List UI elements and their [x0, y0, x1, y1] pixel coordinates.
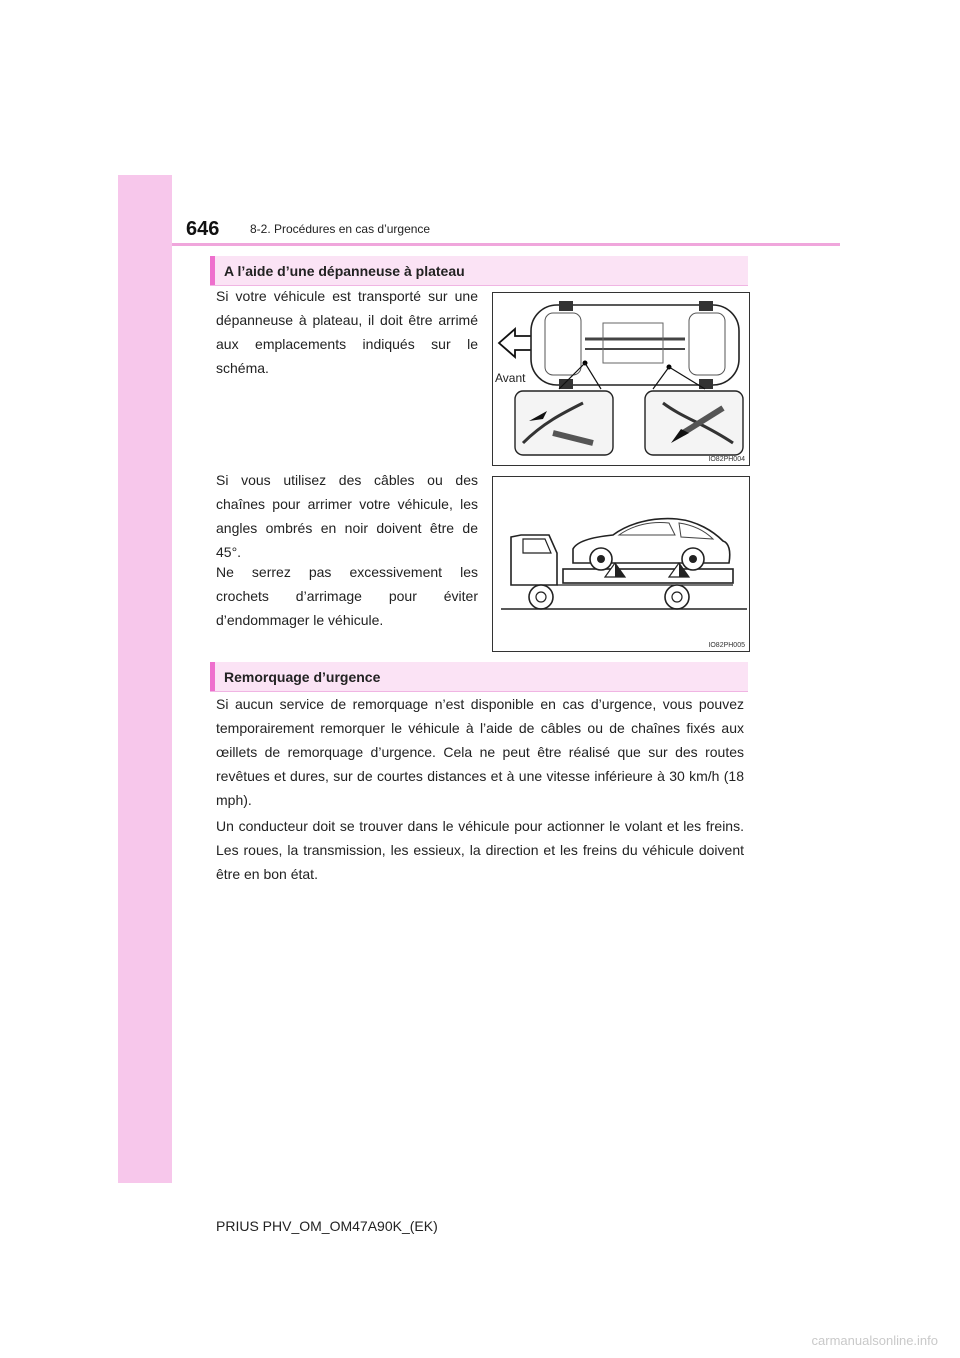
flatbed — [563, 569, 733, 583]
paragraph-flatbed-intro: Si votre véhicule est transporté sur une dépanneuse à plateau, il doit être arrimé aux emplacements indiqués sur le schéma. — [216, 288, 478, 376]
section-title-emergency-towing: Remorquage d’urgence — [224, 669, 381, 685]
paragraph-emergency-towing: Si aucun service de remorquage n’est disponible en cas d’urgence, vous pouvez temporairement remorquer le véhicule à l’aide de câbles ou de chaînes fixés aux œillets de remorquage d’urgence. Cela ne peut être réalisé que sur des routes revêtues et dures, sur de courtes distances et à une vitesse inférieure à 30 km/h (18 mph). — [216, 696, 744, 808]
car-underbody-outline — [531, 305, 739, 385]
section-header-emergency-towing — [210, 662, 748, 692]
paragraph-driver-requirement: Un conducteur doit se trouver dans le véhicule pour actionner le volant et les freins. Les roues, la transmission, les essieux, la direction et les freins du véhicule doivent être en bon état. — [216, 818, 744, 882]
paragraph-hook-warning: Ne serrez pas excessivement les crochets d’arrimage pour éviter d’endommager le véhicule. — [216, 564, 478, 628]
figure-code: IO82PH004 — [708, 456, 745, 463]
figure-tie-down-points — [492, 292, 750, 466]
chapter-side-band — [118, 175, 172, 1183]
page-number: 646 — [186, 218, 220, 240]
figure-code: IO82PH005 — [708, 642, 745, 649]
section-header-flatbed — [210, 256, 748, 286]
figure-car-on-flatbed — [492, 476, 750, 652]
flatbed-illustration — [493, 477, 749, 651]
section-breadcrumb: 8-2. Procédures en cas d’urgence — [250, 222, 431, 236]
section-accent-bar — [210, 662, 215, 691]
section-title-flatbed: A l’aide d’une dépanneuse à plateau — [224, 263, 465, 279]
paragraph-angle-note: Si vous utilisez des câbles ou des chaînes pour arrimer votre véhicule, les angles ombrés en noir doivent être de 45°. — [216, 472, 478, 560]
underbody-illustration — [493, 293, 749, 465]
front-label: Avant — [495, 371, 526, 385]
section-accent-bar — [210, 256, 215, 285]
watermark: carmanualsonline.info — [811, 1333, 938, 1348]
detail-inset-front — [515, 391, 613, 455]
front-arrow-icon — [499, 329, 533, 357]
document-code: PRIUS PHV_OM_OM47A90K_(EK) — [216, 1218, 438, 1234]
header-divider — [172, 243, 840, 246]
